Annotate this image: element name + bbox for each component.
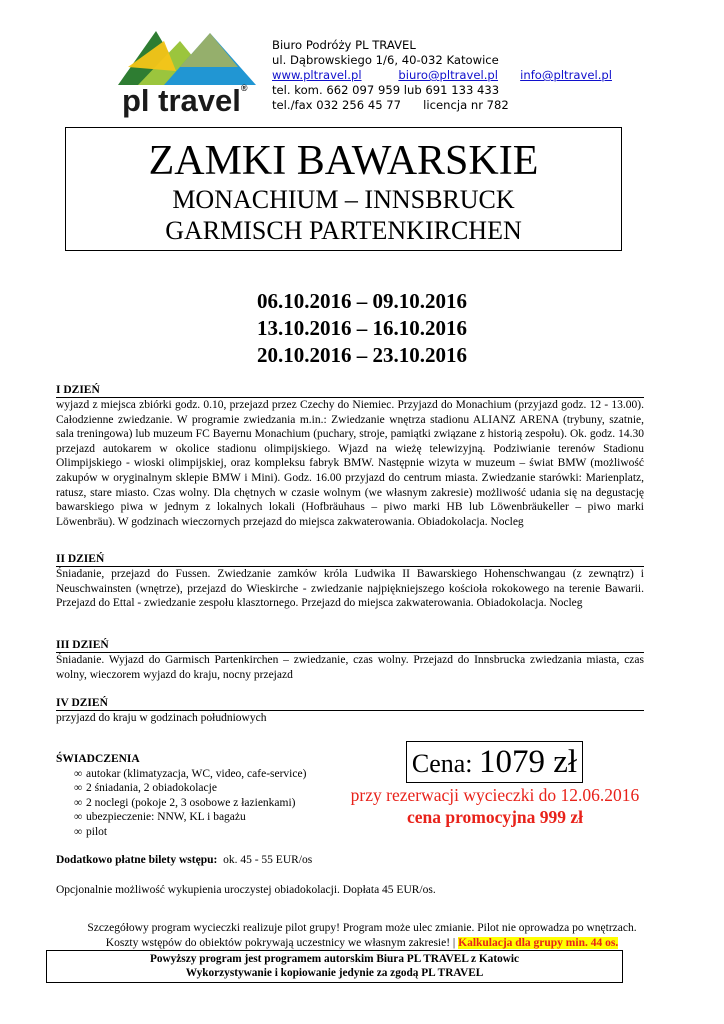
day-heading: IV DZIEŃ bbox=[56, 696, 644, 711]
date-range: 13.10.2016 – 16.10.2016 bbox=[257, 316, 467, 340]
promo-price: cena promocyjna 999 zł bbox=[406, 807, 584, 827]
day-description: Śniadanie, przejazd do Fussen. Zwiedzanie zamków króla Ludwika II Bawarskiego Hohenschwangau (z zewnątrz) i Neuschwainsten (wnętrze), przejazd do Wieskirche - zwiedzanie najpiękniejszego kościoła rokokowego na terenie Bawarii. Przejazd do Ettal - zwiedzanie zespołu klasztornego. Przejazd do miejsca zakwaterowania. Obiadokolacja. Nocleg bbox=[56, 568, 644, 610]
copyright-line-1: Powyższy program jest programem autorskim Biura PL TRAVEL z Katowic bbox=[149, 953, 520, 965]
footer-note bbox=[0, 921, 724, 950]
day-section-3 bbox=[56, 638, 644, 682]
list-item: ∞ pilot bbox=[74, 825, 108, 838]
logo-text: pl travel® bbox=[122, 83, 248, 118]
extra-fees bbox=[56, 853, 312, 867]
date-range: 20.10.2016 – 23.10.2016 bbox=[257, 343, 467, 367]
day-heading: II DZIEŃ bbox=[56, 552, 644, 567]
company-logo bbox=[118, 27, 258, 119]
title-subtitle-2: GARMISCH PARTENKIRCHEN bbox=[165, 216, 522, 245]
page-title: ZAMKI BAWARSKIE bbox=[148, 138, 539, 184]
optional-dinner: Opcjonalnie możliwość wykupienia uroczystej obiadokolacji. Dopłata 45 EUR/os. bbox=[56, 884, 436, 896]
price-label: Cena: bbox=[411, 749, 473, 778]
agency-phones: tel. kom. 662 097 959 lub 691 133 433 bbox=[272, 83, 500, 97]
price-box bbox=[406, 741, 583, 783]
agency-fax-license: tel./fax 032 256 45 77 licencja nr 782 bbox=[272, 98, 509, 112]
extra-fees-label: Dodatkowo płatne bilety wstępu: bbox=[56, 854, 218, 866]
day-heading: I DZIEŃ bbox=[56, 383, 644, 398]
email-link-biuro[interactable]: biuro@pltravel.pl bbox=[398, 68, 499, 82]
list-item: ∞ 2 śniadania, 2 obiadokolacje bbox=[74, 782, 217, 795]
services-heading: ŚWIADCZENIA bbox=[56, 753, 140, 765]
services-list bbox=[56, 752, 356, 840]
day-description: przyjazd do kraju w godzinach południowych bbox=[56, 712, 267, 724]
trip-dates bbox=[0, 288, 724, 369]
infinity-bullet-icon: ∞ bbox=[74, 767, 83, 780]
day-description: Śniadanie. Wyjazd do Garmisch Partenkirchen – zwiedzanie, czas wolny. Przejazd do Innsbrucka zwiedzania miasta, czas wolny, wieczorem wyjazd do kraju, nocny przejazd bbox=[56, 654, 644, 681]
copyright-line-2: Wykorzystywanie i kopiowanie jedynie za zgodą PL TRAVEL bbox=[185, 967, 484, 979]
agency-links bbox=[272, 68, 612, 83]
day-section-4 bbox=[56, 696, 644, 726]
day-section-2 bbox=[56, 552, 644, 611]
email-link-info[interactable]: info@pltravel.pl bbox=[520, 68, 612, 82]
agency-address: ul. Dąbrowskiego 1/6, 40-032 Katowice bbox=[272, 53, 499, 67]
infinity-bullet-icon: ∞ bbox=[74, 782, 83, 795]
promo-condition: przy rezerwacji wycieczki do 12.06.2016 bbox=[350, 785, 640, 805]
extra-fees-value: ok. 45 - 55 EUR/os bbox=[223, 854, 313, 866]
list-item: ∞ 2 noclegi (pokoje 2, 3 osobowe z łazienkami) bbox=[74, 796, 296, 809]
agency-contact bbox=[272, 38, 612, 113]
footer-line-2: Koszty wstępów do obiektów pokrywają uczestnicy we własnym zakresie! | Kalkulacja dla grupy min. 44 os. bbox=[105, 936, 619, 949]
day-description: wyjazd z miejsca zbiórki godz. 0.10, przejazd przez Czechy do Niemiec. Przyjazd do Monachium (przyjazd godz. 12 - 13.00). Całodzienne zwiedzanie. W programie zwiedzania m.in.: Zwiedzanie wnętrza stadionu ALIANZ ARENA (trybuny, szatnie, sala treningowa) lub muzeum FC Bayernu Monachium (puchary, stroje, pamiątki związane z historią zespołu). Ok. godz. 14.30 przejazd autokarem w okolice stadionu olimpijskiego. Wjazd na wieżę telewizyjną. Podziwianie terenów Stadionu Olimpijskiego - wioski olimpijskiej, oraz kompleksu fabryk BMW. Następnie wizyta w muzeum – świat BMW (możliwość zakupów w oryginalnym sklepie BMW i Mini). Godz. 16.00 przyjazd do centrum miasta. Zwiedzanie starówki: Marienplatz, ratusz, stare miasto. Czas wolny. Dla chętnych w czasie wolnym (we własnym zakresie) możliwość udania się na degustację bawarskiego piwa w jednym z lokalnych lokali (Hofbräuhaus – piwo marki HB lub Löwenbräukeller – piwo marki Löwenbräu). W godzinach wieczornych przejazd do miejsca zakwaterowania. Obiadokolacja. Nocleg bbox=[56, 399, 644, 528]
infinity-bullet-icon: ∞ bbox=[74, 825, 83, 838]
website-link[interactable]: www.pltravel.pl bbox=[272, 68, 362, 82]
title-subtitle-1: MONACHIUM – INNSBRUCK bbox=[172, 185, 515, 214]
list-item: ∞ ubezpieczenie: NNW, KL i bagażu bbox=[74, 811, 246, 824]
copyright-box bbox=[46, 950, 623, 983]
infinity-bullet-icon: ∞ bbox=[74, 811, 83, 824]
agency-name: Biuro Podróży PL TRAVEL bbox=[272, 38, 416, 52]
price-amount: 1079 zł bbox=[479, 744, 578, 780]
title-box bbox=[65, 127, 622, 251]
mountain-logo-icon bbox=[118, 27, 258, 87]
day-section-1 bbox=[56, 383, 644, 529]
footer-line-1: Szczegółowy program wycieczki realizuje pilot grupy! Program może ulec zmianie. Pilot nie oprowadza po wnętrzach. bbox=[87, 922, 637, 934]
date-range: 06.10.2016 – 09.10.2016 bbox=[257, 289, 467, 313]
day-heading: III DZIEŃ bbox=[56, 638, 644, 653]
group-calculation-highlight: Kalkulacja dla grupy min. 44 os. bbox=[458, 936, 619, 949]
list-item: ∞ autokar (klimatyzacja, WC, video, cafe-service) bbox=[74, 767, 307, 780]
infinity-bullet-icon: ∞ bbox=[74, 796, 83, 809]
